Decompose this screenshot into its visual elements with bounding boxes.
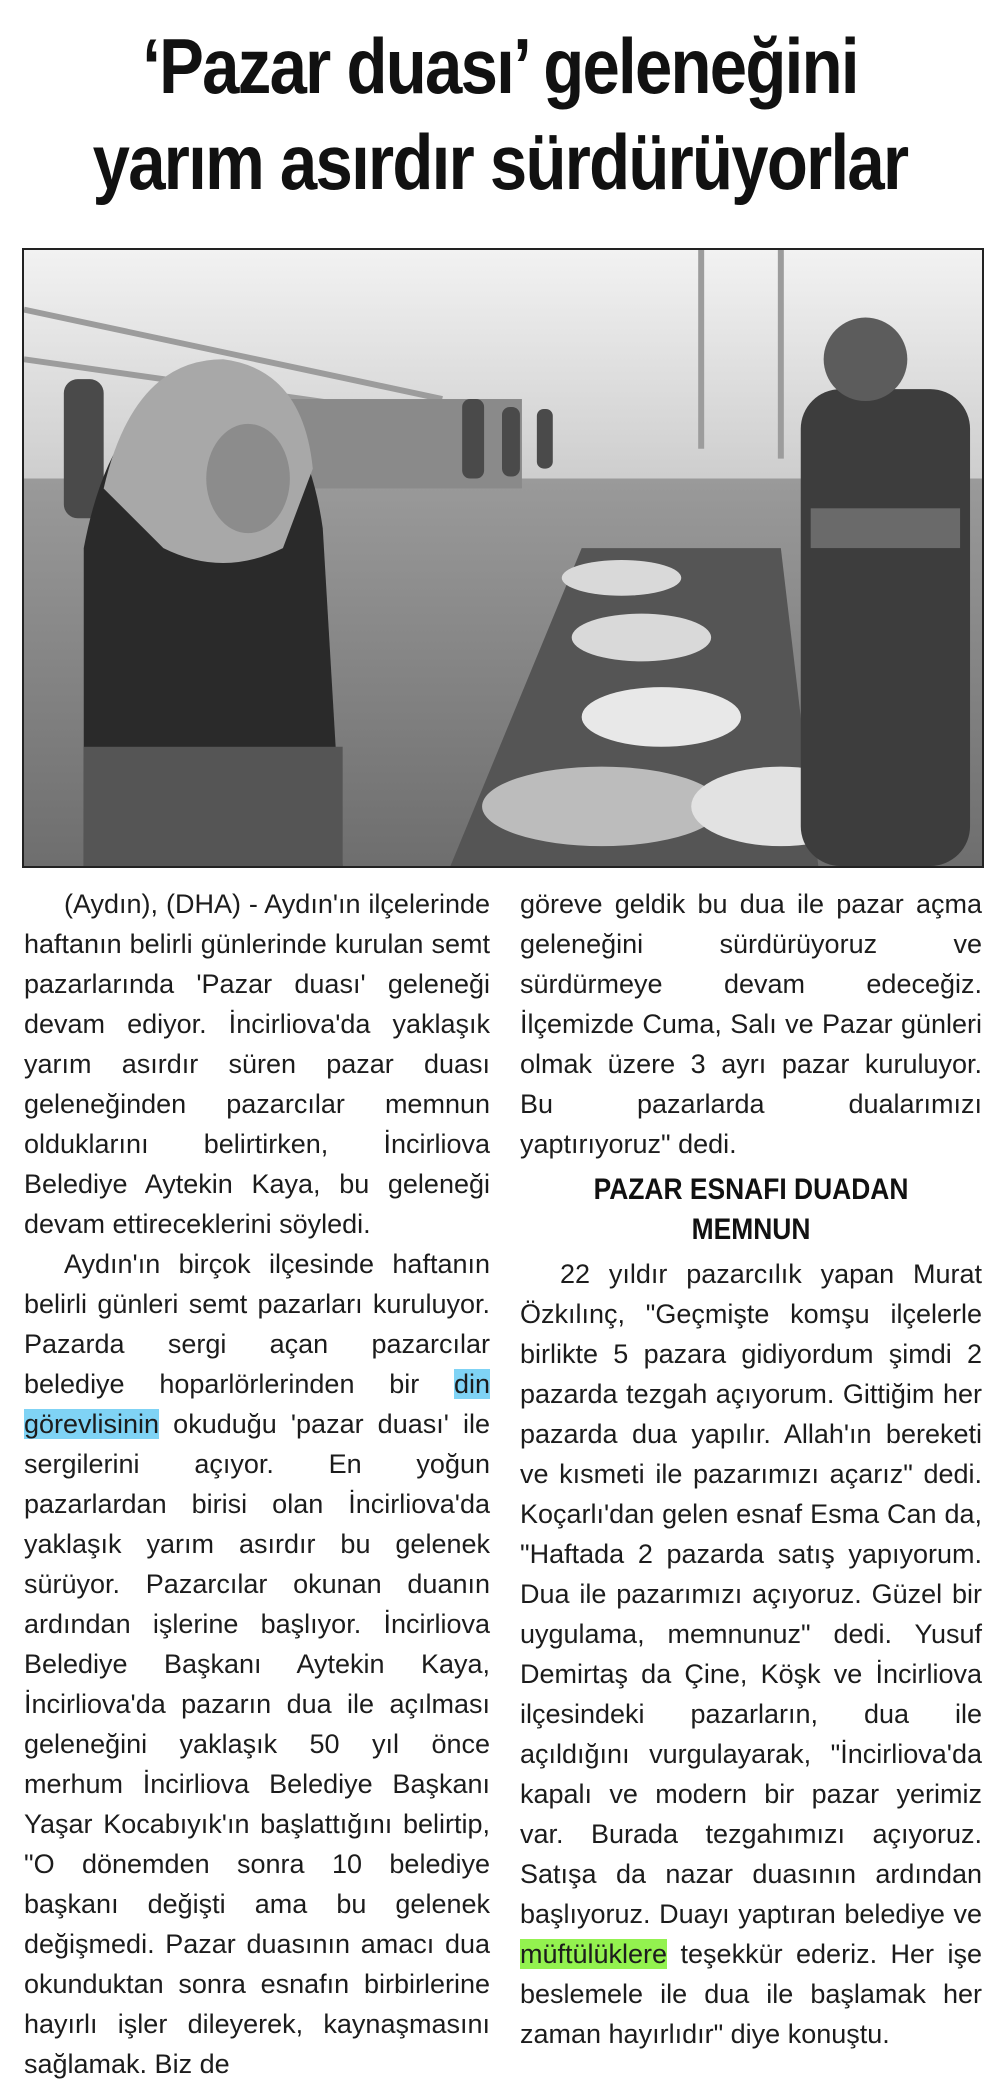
article-column-left <box>24 884 490 2084</box>
paragraph-text: okuduğu 'pazar duası' ile sergilerini açıyor. En yoğun pazarlardan birisi olan İncirliova'da yaklaşık yarım asırdır bu gelenek sürüyor. Pazarcılar okunan duanın ardından işlerine başlıyor. İncirliova Belediye Başkanı Aytekin Kaya, İncirliova'da pazarın dua ile açılması geleneğini yaklaşık 50 yıl önce merhum İncirliova Belediye Başkanı Yaşar Kocabıyık'ın başlattığını belirtip, "O dönemden sonra 10 belediye başkanı değişti ama bu gelenek değişmedi. Pazar duasının amacı dua okunduktan sonra esnafın birbirlerine hayırlı işler dileyerek, kaynaşmasını sağlamak. Biz de <box>24 1409 490 2079</box>
paragraph: göreve geldik bu dua ile pazar açma geleneğini sürdürüyoruz ve sürdürmeye devam edeceğiz. İlçemizde Cuma, Salı ve Pazar günleri olmak üzere 3 ayrı pazar kuruluyor. Bu pazarlarda dualarımızı yaptırıyoruz" dedi. <box>520 889 982 1159</box>
subheading <box>548 1170 955 1250</box>
market-photo <box>22 248 984 868</box>
customer-figure <box>84 359 343 866</box>
paragraph-text: teşekkür ederiz. Her işe beslemele ile dua ile başlamak her zaman hayırlıdır" diye konuştu. <box>520 1939 982 2049</box>
subheading-line-2: MEMNUN <box>691 1213 811 1246</box>
subheading-line-1: PAZAR ESNAFI DUADAN <box>593 1173 909 1206</box>
paragraph-text: Aydın'ın birçok ilçesinde haftanın belirli günleri semt pazarları kuruluyor. Pazarda sergi açan pazarcılar belediye hoparlörlerinden bir <box>24 1249 490 1399</box>
headline <box>70 18 930 210</box>
paragraph: (Aydın), (DHA) - Aydın'ın ilçelerinde haftanın belirli günlerinde kurulan semt pazarlarında 'Pazar duası' geleneği devam ediyor. İncirliova'da yaklaşık yarım asırdır süren pazar duası geleneğinden pazarcılar memnun olduklarını belirtirken, İncirliova Belediye Aytekin Kaya, bu geleneği devam ettireceklerini söyledi. <box>24 889 490 1239</box>
headline-line-1: ‘Pazar duası’ geleneğini <box>142 22 858 110</box>
paragraph <box>24 1244 490 2084</box>
article-column-right <box>520 884 982 2054</box>
highlighted-link-muftuluk[interactable]: müftülüklere <box>520 1939 668 1969</box>
seller-figure <box>801 318 970 866</box>
market-photo-illustration <box>24 250 982 866</box>
paragraph-text: 22 yıldır pazarcılık yapan Murat Özkılınç, "Geçmişte komşu ilçelerle birlikte 5 pazara gidiyordum şimdi 2 pazarda tezgah açıyorum. Gittiğim her pazarda dua yapılır. Allah'ın bereketi ve kısmeti ile pazarımızı açarız" dedi. Koçarlı'dan gelen esnaf Esma Can da, "Haftada 2 pazarda satış yapıyorum. Dua ile pazarımızı açıyoruz. Güzel bir uygulama, memnunuz" dedi. Yusuf Demirtaş da Çine, Köşk ve İncirliova ilçesindeki pazarların, dua ile açıldığını vurgulayarak, "İncirliova'da kapalı ve modern bir pazar yerimiz var. Burada tezgahımızı açıyoruz. Satışa da nazar duasının ardından başlıyoruz. Duayı yaptıran belediye ve <box>520 1259 982 1929</box>
highlighted-link-din-gorevlisi[interactable]: din görevlisinin <box>24 1369 490 1439</box>
paragraph <box>520 1254 982 2054</box>
headline-line-2: yarım asırdır sürdürüyorlar <box>92 118 908 206</box>
